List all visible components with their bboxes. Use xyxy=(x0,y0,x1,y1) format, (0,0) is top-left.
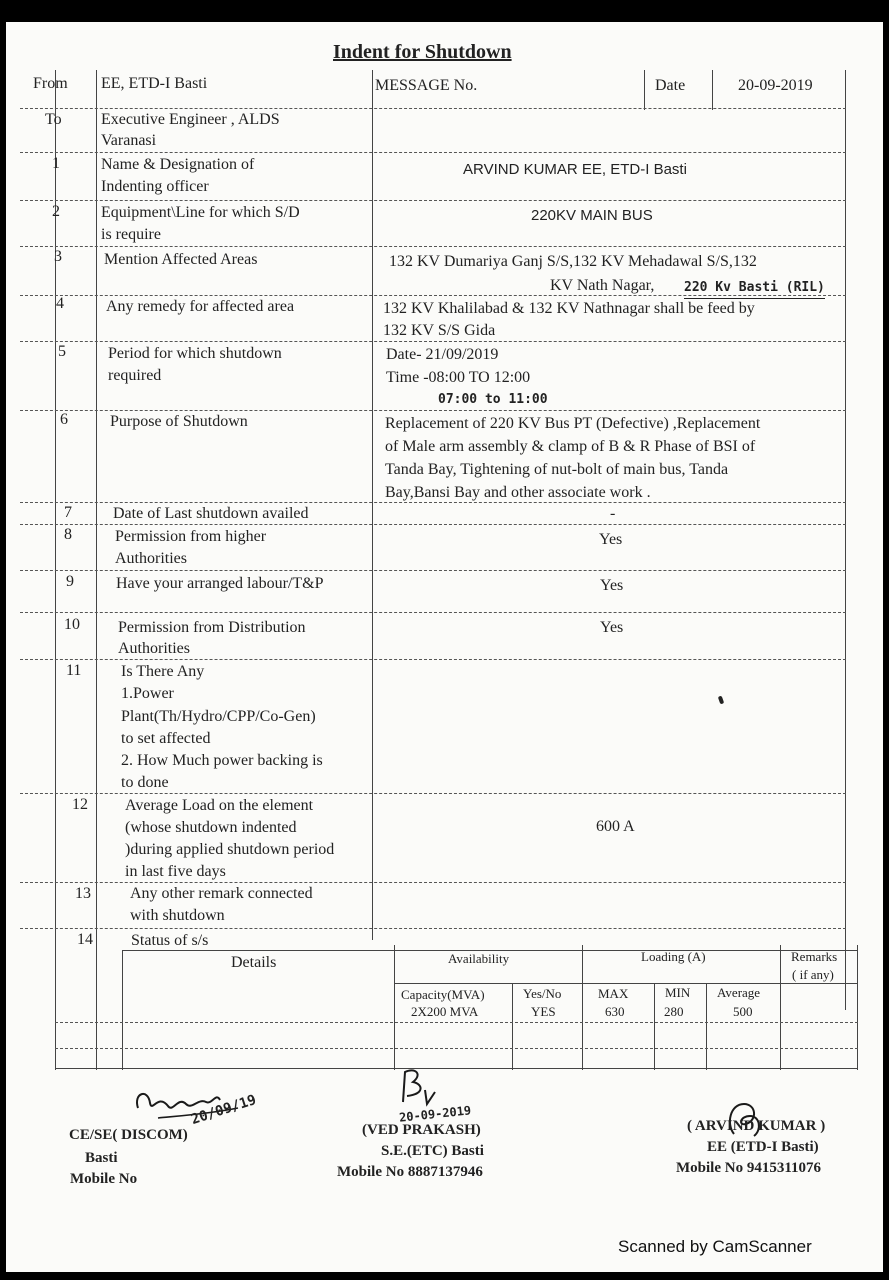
document-title: Indent for Shutdown xyxy=(333,41,512,63)
scanner-watermark: Scanned by CamScanner xyxy=(618,1237,812,1256)
yesno-header: Yes/No xyxy=(523,986,562,1001)
max-value: 630 xyxy=(605,1004,625,1019)
row-label: is require xyxy=(101,226,161,243)
yesno-value: YES xyxy=(531,1004,556,1019)
labour-value: Yes xyxy=(600,577,624,594)
date-value: 20-09-2019 xyxy=(738,77,813,94)
row-number: 6 xyxy=(60,411,68,428)
row-divider xyxy=(20,882,846,883)
average-header: Average xyxy=(717,985,761,1000)
status-col-divider xyxy=(394,945,395,1070)
min-header: MIN xyxy=(665,985,691,1000)
row-label: Is There Any xyxy=(121,663,205,680)
distribution-permission-value: Yes xyxy=(600,619,624,636)
affected-areas-handwritten: 220 Kv Basti (RIL) xyxy=(684,278,825,299)
row-label: (whose shutdown indented xyxy=(125,819,297,836)
row-number: 1 xyxy=(52,155,60,172)
row-divider xyxy=(20,341,846,342)
row-number: 12 xyxy=(72,796,88,813)
row-label: Average Load on the element xyxy=(125,797,314,814)
status-row-divider xyxy=(55,1048,858,1049)
status-table-bottom xyxy=(55,1068,858,1069)
row-label: Have your arranged labour/T&P xyxy=(116,575,324,592)
table-right-border xyxy=(845,70,846,1010)
ved-prakash-name: (VED PRAKASH) xyxy=(362,1122,481,1138)
equipment-value: 220KV MAIN BUS xyxy=(531,207,653,224)
row-label: Mention Affected Areas xyxy=(104,251,258,268)
date-divider-1 xyxy=(644,70,645,110)
status-col-divider xyxy=(512,983,513,1070)
row-divider xyxy=(20,152,846,153)
affected-areas-line2: KV Nath Nagar, xyxy=(550,277,655,294)
date-divider-2 xyxy=(712,70,713,110)
status-col-divider xyxy=(582,945,583,1070)
row-label: Plant(Th/Hydro/CPP/Co-Gen) xyxy=(121,708,316,725)
remarks-subheader: ( if any) xyxy=(792,967,834,982)
row-number: 3 xyxy=(54,248,62,265)
row-label: )during applied shutdown period xyxy=(125,841,335,858)
row-label: to done xyxy=(121,774,169,791)
capacity-header: Capacity(MVA) xyxy=(401,987,485,1002)
row-number: 14 xyxy=(77,931,93,948)
shutdown-time: Time -08:00 TO 12:00 xyxy=(386,369,531,386)
row-label: Executive Engineer , ALDS xyxy=(101,111,280,128)
row-number: 10 xyxy=(64,616,80,633)
row-number: 7 xyxy=(64,504,72,521)
row-number: 2 xyxy=(52,203,60,220)
row-label: Varanasi xyxy=(101,132,157,149)
row-number: 9 xyxy=(66,573,74,590)
row-divider xyxy=(20,612,846,613)
row-label: Any remedy for affected area xyxy=(106,298,295,315)
shutdown-time-handwritten: 07:00 to 11:00 xyxy=(438,392,548,407)
ved-prakash-designation: S.E.(ETC) Basti xyxy=(381,1143,484,1159)
row-label: Indenting officer xyxy=(101,178,209,195)
average-load-value: 600 A xyxy=(596,818,635,835)
row-number: 5 xyxy=(58,343,66,360)
purpose-line3: Tanda Bay, Tightening of nut-bolt of main bus, Tanda xyxy=(385,461,729,478)
average-value: 500 xyxy=(733,1004,753,1019)
remarks-header: Remarks xyxy=(791,949,838,964)
purpose-line4: Bay,Bansi Bay and other associate work . xyxy=(385,484,651,501)
arvind-kumar-designation: EE (ETD-I Basti) xyxy=(707,1139,819,1155)
row-divider xyxy=(20,570,846,571)
signature-discom-date: 20/09/19 xyxy=(189,1091,259,1129)
row-divider xyxy=(20,410,846,411)
row-number: 11 xyxy=(66,662,82,679)
row-label: Authorities xyxy=(115,550,187,567)
discom-location: Basti xyxy=(85,1150,118,1166)
row-label: 2. How Much power backing is xyxy=(121,752,323,769)
affected-areas-line1: 132 KV Dumariya Ganj S/S,132 KV Mehadawal S/S,132 xyxy=(389,253,757,270)
ved-prakash-mobile: Mobile No 8887137946 xyxy=(337,1164,483,1180)
row-divider xyxy=(20,108,846,109)
remedy-line1: 132 KV Khalilabad & 132 KV Nathnagar shall be feed by xyxy=(383,300,755,317)
last-shutdown-value: - xyxy=(610,505,616,522)
shutdown-date: Date- 21/09/2019 xyxy=(386,346,499,363)
row-divider xyxy=(20,246,846,247)
status-col-divider xyxy=(122,950,123,1070)
row-divider xyxy=(20,659,846,660)
row-number: 4 xyxy=(56,295,64,312)
remedy-line2: 132 KV S/S Gida xyxy=(383,322,496,339)
row-label: required xyxy=(108,367,162,384)
row-label: Purpose of Shutdown xyxy=(110,413,248,430)
row-divider xyxy=(20,200,846,201)
row-label: Permission from Distribution xyxy=(118,619,306,636)
from-value: EE, ETD-I Basti xyxy=(101,75,208,92)
row-number: 8 xyxy=(64,526,72,543)
status-row-divider xyxy=(55,1022,858,1023)
row-label: with shutdown xyxy=(130,907,225,924)
row-label: Any other remark connected xyxy=(130,885,313,902)
message-label: MESSAGE No. xyxy=(375,77,478,94)
discom-mobile: Mobile No xyxy=(70,1171,138,1187)
row-label: Name & Designation of xyxy=(101,156,255,173)
indenting-officer-value: ARVIND KUMAR EE, ETD-I Basti xyxy=(463,161,687,178)
row-label: Permission from higher xyxy=(115,528,267,545)
row-divider xyxy=(20,928,846,929)
purpose-line1: Replacement of 220 KV Bus PT (Defective) ,Replacement xyxy=(385,415,761,432)
status-col-divider xyxy=(780,945,781,1070)
row-label: Period for which shutdown xyxy=(108,345,282,362)
row-divider xyxy=(20,502,846,503)
row-divider xyxy=(20,793,846,794)
row-label: to set affected xyxy=(121,730,211,747)
availability-header: Availability xyxy=(448,951,510,966)
row-label: Authorities xyxy=(118,640,190,657)
status-col-divider xyxy=(857,945,858,1070)
max-header: MAX xyxy=(598,986,629,1001)
date-label: Date xyxy=(655,77,686,94)
status-details-label: Details xyxy=(231,954,277,971)
higher-permission-value: Yes xyxy=(599,531,623,548)
loading-header: Loading (A) xyxy=(641,949,706,964)
signature-ved-prakash-date: 20-09-2019 xyxy=(398,1103,472,1125)
status-col-divider xyxy=(706,983,707,1070)
arvind-kumar-name: ( ARVIND KUMAR ) xyxy=(687,1118,826,1134)
row-label: 1.Power xyxy=(121,685,174,702)
discom-designation: CE/SE( DISCOM) xyxy=(69,1127,188,1143)
from-label: From xyxy=(33,75,68,92)
row-number: 13 xyxy=(75,885,91,902)
row-label: Date of Last shutdown availed xyxy=(113,505,309,522)
min-value: 280 xyxy=(664,1004,684,1019)
arvind-kumar-mobile: Mobile No 9415311076 xyxy=(676,1160,821,1176)
row-divider xyxy=(20,295,846,296)
purpose-line2: of Male arm assembly & clamp of B & R Phase of BSI of xyxy=(385,438,756,455)
status-col-divider xyxy=(654,983,655,1070)
row-label: Status of s/s xyxy=(131,932,209,949)
row-divider xyxy=(20,524,846,525)
capacity-value: 2X200 MVA xyxy=(411,1004,479,1019)
row-label: in last five days xyxy=(125,863,226,880)
row-label: Equipment\Line for which S/D xyxy=(101,204,300,221)
row-number: To xyxy=(45,111,62,128)
